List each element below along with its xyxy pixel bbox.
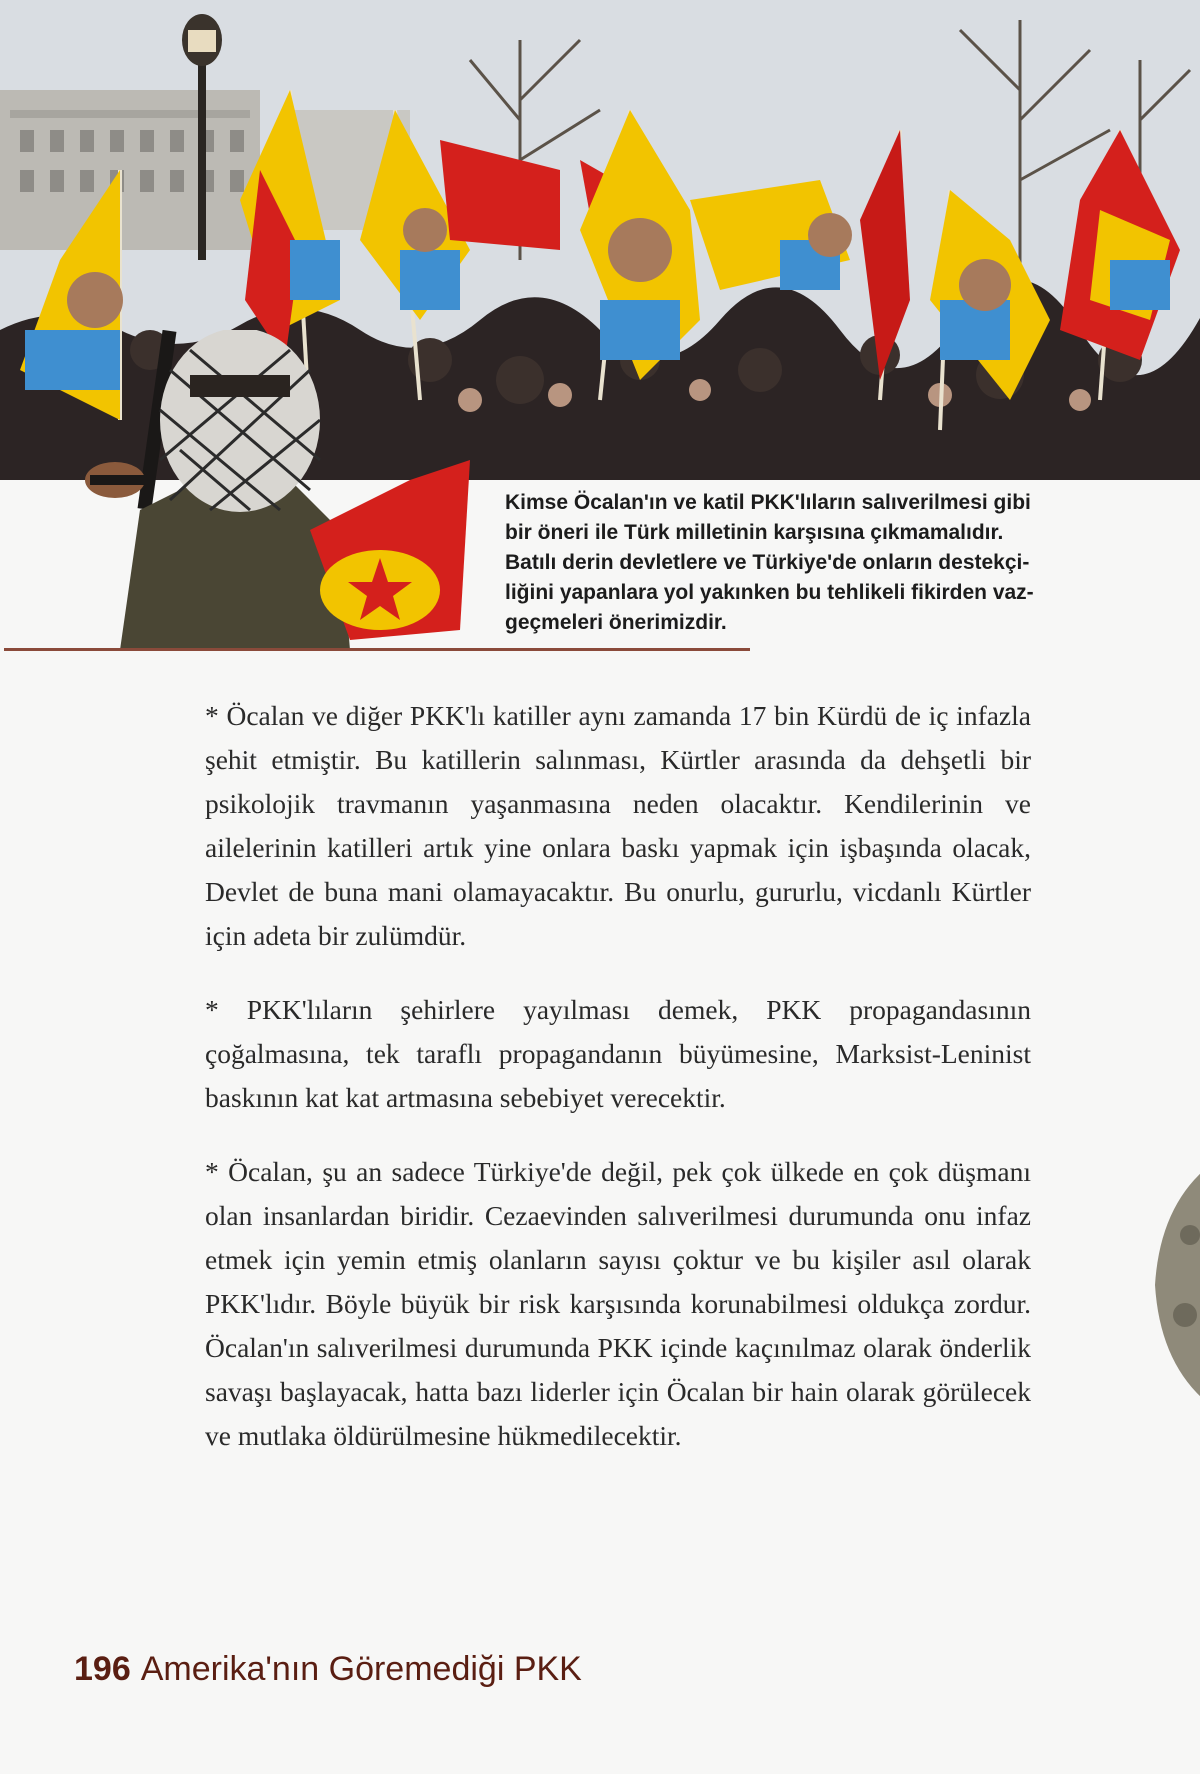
page-footer <box>74 1650 582 1689</box>
paragraph: * PKK'lıların şehirlere yayılması demek, PKK propagandasının çoğalmasına, tek taraflı propagandanın büyümesine, Marksist-Leninist baskının kat kat artmasına sebebiyet verecektir. <box>205 994 1031 1113</box>
photo-caption <box>505 488 1065 638</box>
page-number: 196 <box>74 1650 131 1688</box>
caption-line: geçmeleri önerimizdir. <box>505 611 727 634</box>
body-text <box>205 694 1031 1488</box>
paragraph: * Öcalan, şu an sadece Türkiye'de değil, pek çok ülkede en çok düşmanı olan insanlardan biridir. Cezaevinden salıverilmesi durumunda onu infaz etmek için yemin etmiş olanların sayısı çoktur ve bu kişiler asıl olarak PKK'lıdır. Böyle büyük bir risk karşısında korunabilmesi oldukça zordur. Öcalan'ın salıverilmesi durumunda PKK içinde kaçınılmaz olarak önderlik savaşı başlayacak, hatta bazı liderler için Öcalan bir hain olarak görülecek ve mutlaka öldürülmesine hükmedilecektir. <box>205 1156 1031 1451</box>
caption-line: bir öneri ile Türk milletinin karşısına çıkmamalıdır. <box>505 521 1004 544</box>
edge-image-fragment <box>1150 1165 1200 1405</box>
masked-fighter-illustration <box>50 330 470 650</box>
caption-line: liğini yapanlara yol yakınken bu tehlikeli fikirden vaz- <box>505 581 1034 604</box>
caption-line: Kimse Öcalan'ın ve katil PKK'lıların salıverilmesi gibi <box>505 491 1031 514</box>
caption-line: Batılı derin devletlere ve Türkiye'de onların destekçi- <box>505 551 1030 574</box>
masked-fighter-image <box>50 330 470 650</box>
caption-divider <box>4 648 750 651</box>
edge-image-illustration <box>1150 1165 1200 1405</box>
paragraph: * Öcalan ve diğer PKK'lı katiller aynı zamanda 17 bin Kürdü de iç infazla şehit etmiştir. Bu katillerin salınması, Kürtler arasında da dehşetli bir psikolojik travmanın yaşanmasına neden olacaktır. Kendilerinin ve ailelerinin katilleri artık yine onlara baskı yapmak için işbaşında olacak, Devlet de buna mani olamayacaktır. Bu onurlu, gururlu, vicdanlı Kürtler için adeta bir zulümdür. <box>205 700 1031 951</box>
book-title: Amerika'nın Göremediği PKK <box>140 1650 582 1688</box>
